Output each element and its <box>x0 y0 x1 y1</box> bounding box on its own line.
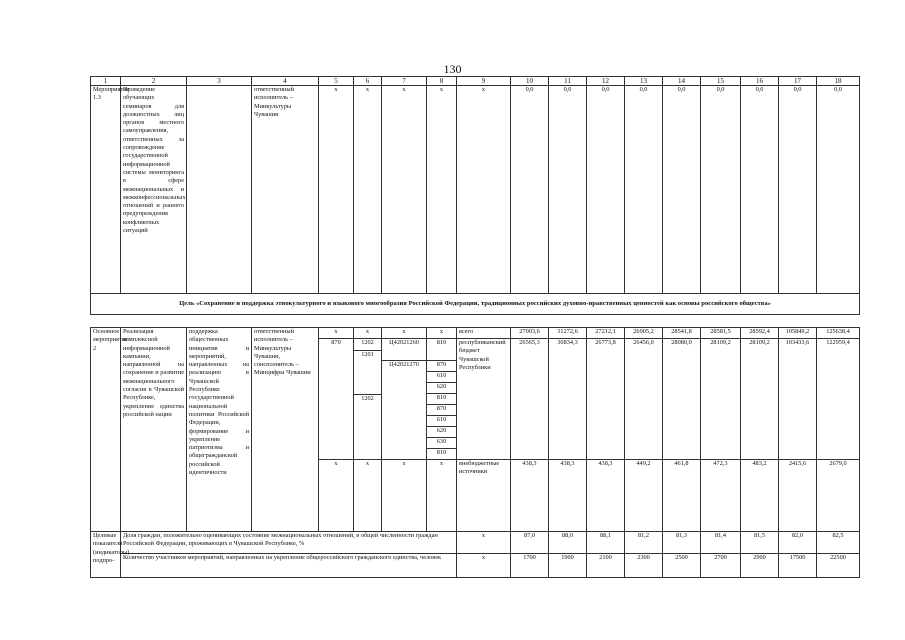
expense-code: 810 <box>427 394 456 405</box>
cell-x: x <box>319 460 354 532</box>
value-cell: 81,3 <box>663 532 701 554</box>
expense-code: 620 <box>427 427 456 438</box>
value-cell: 103433,6 <box>779 339 817 460</box>
value-cell: 483,2 <box>741 460 779 532</box>
expense-code: 610 <box>427 416 456 427</box>
cell-x: x <box>382 328 427 339</box>
cell-x: x <box>354 460 382 532</box>
value-cell: 81,2 <box>625 532 663 554</box>
value-cell: 30834,3 <box>549 339 587 460</box>
col-num: 16 <box>741 77 779 86</box>
value-cell: 1900 <box>549 554 587 578</box>
col-num: 4 <box>252 77 319 86</box>
cell-x: x <box>457 86 511 294</box>
value-cell: 0,0 <box>817 86 860 294</box>
value-cell: 438,3 <box>549 460 587 532</box>
section-codes <box>354 339 382 460</box>
value-cell: 88,1 <box>587 532 625 554</box>
col-num: 1 <box>91 77 121 86</box>
expense-code: 630 <box>427 438 456 449</box>
value-cell: 2700 <box>701 554 741 578</box>
value-cell: 0,0 <box>625 86 663 294</box>
col-num: 9 <box>457 77 511 86</box>
goal-row <box>91 294 860 315</box>
col-num: 5 <box>319 77 354 86</box>
col-num: 8 <box>427 77 457 86</box>
col-num: 7 <box>382 77 427 86</box>
value-cell: 26773,8 <box>587 339 625 460</box>
value-cell: 125638,4 <box>817 328 860 339</box>
value-cell: 449,2 <box>625 460 663 532</box>
value-cell: 438,3 <box>511 460 549 532</box>
cell-x: x <box>457 532 511 554</box>
value-cell: 0,0 <box>663 86 701 294</box>
expense-type-codes <box>427 339 457 460</box>
expense-code: 810 <box>436 449 447 456</box>
value-cell: 0,0 <box>549 86 587 294</box>
cell-x: x <box>319 86 354 294</box>
value-cell: 22500 <box>817 554 860 578</box>
value-cell: 0,0 <box>779 86 817 294</box>
section-code: 1202 <box>361 395 374 402</box>
value-cell: 472,3 <box>701 460 741 532</box>
indicator-row <box>91 532 860 554</box>
measure-result <box>187 86 252 294</box>
measure-label: Основное мероприятие 2 <box>91 328 121 532</box>
value-cell: 0,0 <box>741 86 779 294</box>
col-num: 11 <box>549 77 587 86</box>
expense-code: 610 <box>427 372 456 383</box>
spacer-row <box>91 315 860 328</box>
cell-x: x <box>382 460 427 532</box>
col-num: 14 <box>663 77 701 86</box>
section-code: 1202 <box>354 339 381 351</box>
value-cell: 28080,0 <box>663 339 701 460</box>
col-num: 18 <box>817 77 860 86</box>
value-cell: 81,5 <box>741 532 779 554</box>
value-cell: 28592,4 <box>741 328 779 339</box>
value-cell: 28109,2 <box>741 339 779 460</box>
target-codes <box>382 339 427 460</box>
indicator-text: Доля граждан, положительно оценивающих состояние межнациональных отношений, в общей численности граждан Российской Федерации, проживающих в Чувашской Республике, % <box>121 532 457 554</box>
value-cell: 82,0 <box>779 532 817 554</box>
ministry-code: 870 <box>319 339 354 460</box>
col-num: 15 <box>701 77 741 86</box>
measure-result: поддержка общественных инициатив и мероприятий, направленных на реализацию в Чувашской Республике государственной национальной политики Российской Федерации, формирование и укрепление патриотизма и общегражданской российской идентичности <box>187 328 252 532</box>
col-num: 6 <box>354 77 382 86</box>
col-num: 13 <box>625 77 663 86</box>
value-cell: 105849,2 <box>779 328 817 339</box>
value-cell: 88,0 <box>549 532 587 554</box>
value-cell: 26905,2 <box>625 328 663 339</box>
value-cell: 1700 <box>511 554 549 578</box>
indicator-text: Количество участников мероприятий, направленных на укрепление общероссийского гражданского единства, человек <box>121 554 457 578</box>
value-cell: 27003,6 <box>511 328 549 339</box>
value-cell: 26456,0 <box>625 339 663 460</box>
value-cell: 87,0 <box>511 532 549 554</box>
indicator-row <box>91 554 860 578</box>
table-row-total <box>91 328 860 339</box>
section-code: 1201 <box>354 351 381 395</box>
value-cell: 82,5 <box>817 532 860 554</box>
cell-x: x <box>457 554 511 578</box>
value-cell: 28109,2 <box>701 339 741 460</box>
value-cell: 0,0 <box>511 86 549 294</box>
value-cell: 28541,8 <box>663 328 701 339</box>
expense-code: 810 <box>427 339 456 361</box>
value-cell: 81,4 <box>701 532 741 554</box>
value-cell: 438,3 <box>587 460 625 532</box>
column-number-row <box>91 77 860 86</box>
measure-description: Реализация комплексной информационной кампании, направленной на сохранение и развитие межнационального согласия в Чувашской Республике, укрепление единства российской нации <box>121 328 187 532</box>
col-num: 12 <box>587 77 625 86</box>
cell-x: x <box>354 86 382 294</box>
value-cell: 26565,3 <box>511 339 549 460</box>
col-num: 17 <box>779 77 817 86</box>
target-code: Ц42021270 <box>389 361 419 368</box>
value-cell: 461,8 <box>663 460 701 532</box>
expense-code: 870 <box>427 405 456 416</box>
measure-executor: ответственный исполнитель – Минкультуры Чувашии, соисполнитель – Минцифры Чувашии <box>252 328 319 532</box>
cell-x: x <box>427 328 457 339</box>
goal-title: Цель «Сохранение и поддержка этнокультурного и языкового многообразия Российской Федерации, традиционных российских духовно-нравственных ценностей как основы российского общества» <box>91 294 860 315</box>
budget-table <box>90 76 860 578</box>
cell-x: x <box>427 460 457 532</box>
table-row-measure-1-3 <box>91 86 860 294</box>
value-cell: 2100 <box>587 554 625 578</box>
value-cell: 17500 <box>779 554 817 578</box>
value-cell: 122959,4 <box>817 339 860 460</box>
value-cell: 0,0 <box>587 86 625 294</box>
col-num: 3 <box>187 77 252 86</box>
col-num: 2 <box>121 77 187 86</box>
funding-source: всего <box>457 328 511 339</box>
target-code: Ц42021260 <box>382 339 426 361</box>
cell-x: x <box>319 328 354 339</box>
value-cell: 2415,6 <box>779 460 817 532</box>
page-number: 130 <box>443 62 462 76</box>
value-cell: 2300 <box>625 554 663 578</box>
col-num: 10 <box>511 77 549 86</box>
value-cell: 28581,5 <box>701 328 741 339</box>
cell-x: x <box>382 86 427 294</box>
value-cell: 2900 <box>741 554 779 578</box>
value-cell: 31272,6 <box>549 328 587 339</box>
measure-description: Проведение обучающих семинаров для должностных лиц органов местного самоуправления, ответственных за сопровождение государственной информационной системы мониторинга в сфере межнациональных и межконфессиональных отношений и раннего предупреждения конфликтных ситуаций <box>121 86 187 294</box>
value-cell: 2679,0 <box>817 460 860 532</box>
measure-label: Мероприятие 1.3 <box>91 86 121 294</box>
funding-source: внебюджетные источники <box>457 460 511 532</box>
expense-code: 620 <box>427 383 456 394</box>
cell-x: x <box>354 328 382 339</box>
funding-source: республиканский бюджет Чувашской Республики <box>457 339 511 460</box>
value-cell: 2500 <box>663 554 701 578</box>
expense-code: 870 <box>427 361 456 372</box>
indicators-label: Целевые показатели (индикаторы) подпро- <box>91 532 121 578</box>
cell-x: x <box>427 86 457 294</box>
value-cell: 0,0 <box>701 86 741 294</box>
value-cell: 27212,1 <box>587 328 625 339</box>
measure-executor: ответственный исполнитель – Минкультуры Чувашии <box>252 86 319 294</box>
